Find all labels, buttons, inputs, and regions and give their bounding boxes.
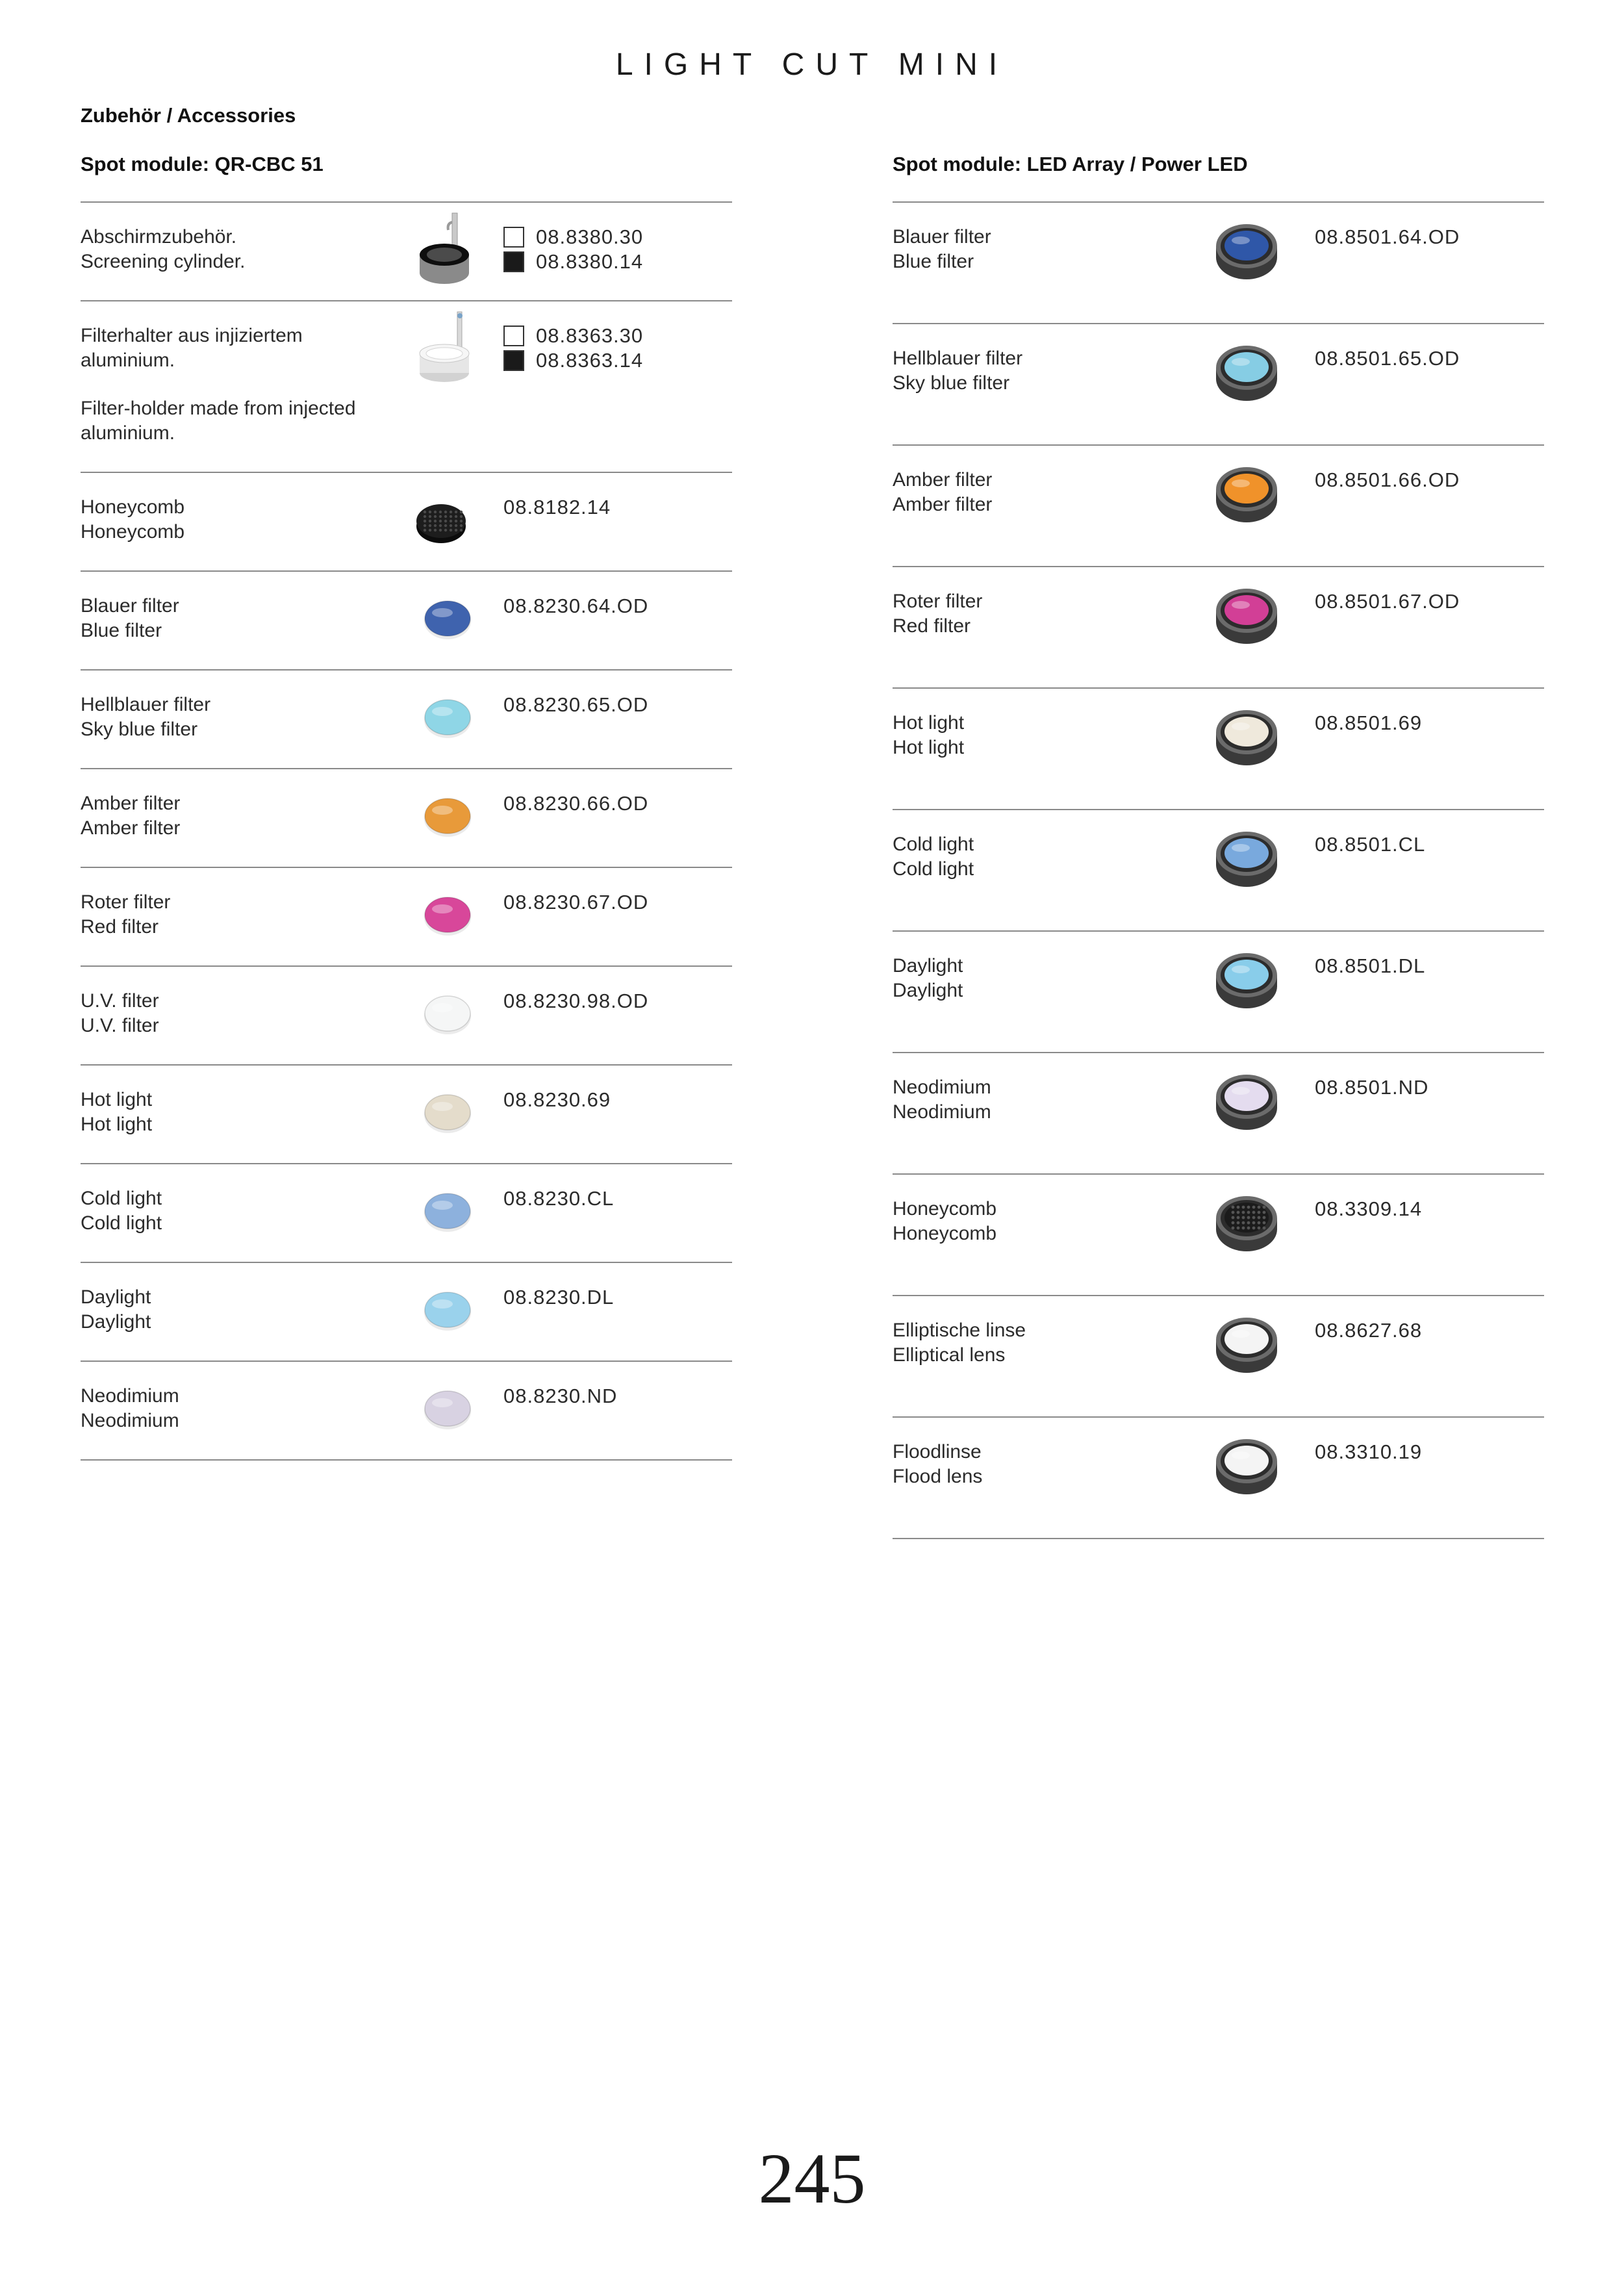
product-description: [81, 890, 418, 939]
description-line: Elliptical lens: [893, 1344, 1006, 1366]
filter-disc-icon: [412, 677, 483, 755]
description-line: Honeycomb: [893, 1223, 997, 1244]
product-description: [893, 954, 1230, 1003]
article-code-line: [503, 890, 648, 915]
article-number: 08.8501.66.OD: [1315, 468, 1460, 491]
product-image: [412, 973, 483, 1054]
page-title: LIGHT CUT MINI: [615, 47, 1009, 82]
left-column-heading: Spot module: QR-CBC 51: [81, 153, 324, 175]
product-image: [1211, 575, 1282, 656]
description-line: Filterhalter aus injiziertem: [81, 325, 303, 346]
filter-disc-icon: [412, 875, 483, 952]
product-description: [81, 1384, 418, 1433]
filter-disc: [1224, 474, 1269, 504]
filter-disc: [425, 1292, 470, 1327]
description-line: Honeycomb: [81, 521, 185, 543]
page-number: 245: [758, 2139, 866, 2218]
filter-disc: [1224, 960, 1269, 990]
description-line: Neodimium: [81, 1410, 179, 1431]
product-image: [412, 209, 483, 290]
filter-disc-icon: [412, 973, 483, 1051]
description-line: Cold light: [893, 834, 974, 855]
product-image: [1211, 1304, 1282, 1385]
section-subtitle: Zubehör / Accessories: [81, 104, 296, 127]
filter-disc: [1224, 1081, 1269, 1111]
description-line: Abschirmzubehör.: [81, 226, 237, 248]
description-line: Blue filter: [81, 620, 162, 641]
housed-filter-icon: [1211, 211, 1282, 288]
article-code-line: [503, 249, 643, 274]
description-line: Blauer filter: [81, 595, 179, 617]
article-code-line: [503, 225, 643, 249]
product-description: [893, 346, 1230, 396]
article-code-line: [1315, 711, 1422, 735]
description-line: Blue filter: [893, 251, 974, 272]
filter-disc-icon: [412, 1368, 483, 1446]
description-line: Hellblauer filter: [893, 348, 1023, 369]
article-codes: [503, 890, 648, 915]
article-codes: [503, 989, 648, 1014]
product-image: [412, 776, 483, 857]
left-product-table: [81, 201, 732, 1461]
product-image: [1211, 939, 1282, 1021]
article-number: 08.8363.30: [536, 324, 644, 347]
article-codes: [1315, 711, 1422, 735]
article-number: 08.8182.14: [503, 496, 611, 518]
description-line: Flood lens: [893, 1466, 983, 1487]
housed-filter-icon: [1211, 1061, 1282, 1139]
description-line: Floodlinse: [893, 1441, 982, 1463]
article-number: 08.8380.30: [536, 225, 644, 248]
housed-filter-icon: [1211, 939, 1282, 1017]
description-line: Red filter: [893, 615, 971, 637]
article-code-line: [1315, 1197, 1422, 1221]
filter-disc: [1224, 1446, 1269, 1476]
description-line: Daylight: [893, 980, 963, 1001]
product-image: [1211, 1425, 1282, 1507]
product-description: [81, 225, 418, 274]
product-image: [412, 479, 483, 561]
product-row: [81, 1362, 732, 1461]
article-code-line: [503, 348, 643, 373]
article-code-line: [503, 324, 643, 348]
filter-disc: [425, 798, 470, 834]
description-line: Filter-holder made from injected: [81, 398, 356, 419]
product-image: [1211, 454, 1282, 535]
filter-disc-icon: [412, 1171, 483, 1249]
product-row: [81, 301, 732, 473]
article-number: 08.8501.CL: [1315, 833, 1426, 856]
housed-lens-icon: [1211, 1425, 1282, 1503]
filter-disc: [1224, 838, 1269, 868]
description-line: Hot light: [893, 737, 965, 758]
filter-disc: [425, 897, 470, 932]
article-codes: [1315, 225, 1460, 249]
description-line: Neodimium: [81, 1385, 179, 1407]
article-code-line: [503, 1186, 614, 1211]
product-row: [81, 769, 732, 868]
product-image: [412, 1270, 483, 1351]
filter-disc: [1224, 352, 1269, 382]
article-code-line: [503, 1088, 611, 1112]
article-codes: [503, 693, 648, 717]
product-row: [893, 689, 1544, 810]
right-column-heading: Spot module: LED Array / Power LED: [893, 153, 1248, 175]
product-row: [81, 671, 732, 769]
product-image: [1211, 696, 1282, 778]
article-codes: [503, 1088, 611, 1112]
product-description: [893, 225, 1230, 274]
article-codes: [1315, 1440, 1422, 1464]
article-code-line: [503, 495, 611, 520]
product-image: [1211, 818, 1282, 899]
product-description: [81, 1088, 418, 1137]
description-line: Hot light: [81, 1089, 153, 1110]
filter-disc: [1224, 1203, 1269, 1233]
article-code-line: [503, 791, 648, 816]
filter-disc: [1224, 595, 1269, 625]
filter-disc: [425, 1194, 470, 1229]
product-row: [81, 868, 732, 967]
product-description: [893, 589, 1230, 639]
black-color-swatch: [503, 350, 524, 371]
description-line: Cold light: [893, 858, 974, 880]
product-row: [893, 567, 1544, 689]
description-line: Honeycomb: [893, 1198, 997, 1220]
honeycomb-icon: [412, 479, 483, 557]
filter-disc-icon: [412, 1072, 483, 1150]
article-number: 08.8501.65.OD: [1315, 347, 1460, 370]
filter-disc: [1224, 231, 1269, 261]
description-line: Roter filter: [893, 591, 983, 612]
article-number: 08.3309.14: [1315, 1197, 1423, 1220]
article-number: 08.8230.CL: [503, 1187, 615, 1210]
article-number: 08.8501.69: [1315, 711, 1423, 734]
product-row: [893, 446, 1544, 567]
product-image: [1211, 332, 1282, 413]
description-line: Amber filter: [81, 817, 181, 839]
filter-disc: [1224, 1324, 1269, 1354]
product-row: [893, 203, 1544, 324]
product-image: [412, 1368, 483, 1450]
description-line: Amber filter: [81, 793, 181, 814]
product-row: [81, 473, 732, 572]
article-number: 08.8230.66.OD: [503, 792, 649, 815]
article-number: 08.8380.14: [536, 250, 644, 273]
description-line: aluminium.: [81, 350, 175, 371]
product-image: [412, 578, 483, 659]
description-line: Elliptische linse: [893, 1320, 1026, 1341]
right-product-table: [893, 201, 1544, 1539]
description-line: Screening cylinder.: [81, 251, 246, 272]
filter-disc: [425, 996, 470, 1031]
filter-disc: [1224, 717, 1269, 747]
article-number: 08.8230.65.OD: [503, 693, 649, 716]
description-line: Hot light: [893, 712, 965, 734]
description-line: Amber filter: [893, 469, 993, 491]
description-line: Amber filter: [893, 494, 993, 515]
article-codes: [1315, 1318, 1422, 1343]
product-row: [893, 932, 1544, 1053]
article-code-line: [1315, 1075, 1428, 1100]
article-codes: [503, 324, 643, 373]
description-line: Neodimium: [893, 1101, 991, 1123]
product-row: [81, 203, 732, 301]
product-description: [81, 1285, 418, 1335]
housed-filter-icon: [1211, 454, 1282, 531]
white-color-swatch: [503, 227, 524, 248]
article-code-line: [1315, 346, 1460, 371]
product-row: [893, 1418, 1544, 1539]
product-description: [893, 1440, 1230, 1489]
filter-disc: [425, 1095, 470, 1130]
paragraph-gap: [81, 373, 418, 396]
article-codes: [1315, 1197, 1422, 1221]
article-number: 08.8230.DL: [503, 1286, 615, 1309]
product-image: [1211, 1061, 1282, 1142]
housed-honeycomb-icon: [1211, 1182, 1282, 1260]
product-row: [893, 810, 1544, 932]
article-number: 08.8627.68: [1315, 1319, 1423, 1342]
article-codes: [503, 1285, 614, 1310]
product-description: [893, 1197, 1230, 1246]
description-line: Sky blue filter: [81, 719, 198, 740]
article-codes: [1315, 589, 1460, 614]
description-line: Cold light: [81, 1188, 162, 1209]
filter-disc: [425, 700, 470, 735]
product-description: [81, 1186, 418, 1236]
description-line: Honeycomb: [81, 496, 185, 518]
product-description: [81, 594, 418, 643]
product-row: [81, 967, 732, 1066]
article-number: 08.8363.14: [536, 349, 644, 372]
description-line: Blauer filter: [893, 226, 991, 248]
product-description: [81, 495, 418, 544]
housed-filter-icon: [1211, 818, 1282, 896]
housed-lens-icon: [1211, 1304, 1282, 1382]
product-row: [81, 572, 732, 671]
article-code-line: [1315, 225, 1460, 249]
filter-disc-icon: [412, 578, 483, 656]
article-code-line: [503, 594, 648, 619]
article-codes: [503, 495, 611, 520]
product-image: [412, 1072, 483, 1153]
description-line: Daylight: [893, 955, 963, 977]
article-code-line: [1315, 832, 1425, 857]
product-description: [893, 832, 1230, 882]
description-line: Red filter: [81, 916, 159, 938]
article-codes: [503, 1186, 614, 1211]
article-number: 08.8230.98.OD: [503, 990, 649, 1012]
article-codes: [1315, 954, 1425, 978]
product-row: [81, 1066, 732, 1164]
filter-disc-icon: [412, 776, 483, 854]
article-number: 08.8501.67.OD: [1315, 590, 1460, 613]
article-number: 08.8501.64.OD: [1315, 225, 1460, 248]
white-color-swatch: [503, 326, 524, 346]
description-line: U.V. filter: [81, 990, 159, 1012]
filter-holder-icon: [412, 308, 483, 386]
article-code-line: [503, 1285, 614, 1310]
product-description: [893, 1075, 1230, 1125]
product-image: [1211, 1182, 1282, 1264]
filter-disc: [425, 1391, 470, 1426]
description-line: Hot light: [81, 1114, 153, 1135]
product-row: [81, 1263, 732, 1362]
article-codes: [1315, 468, 1460, 492]
description-line: aluminium.: [81, 422, 175, 444]
product-image: [412, 875, 483, 956]
article-codes: [503, 594, 648, 619]
article-number: 08.8230.64.OD: [503, 594, 649, 617]
article-codes: [1315, 832, 1425, 857]
filter-disc: [425, 601, 470, 636]
product-image: [1211, 211, 1282, 292]
black-color-swatch: [503, 251, 524, 272]
product-row: [893, 1175, 1544, 1296]
description-line: U.V. filter: [81, 1015, 159, 1036]
article-code-line: [1315, 1318, 1422, 1343]
article-codes: [503, 225, 643, 274]
article-number: 08.8230.67.OD: [503, 891, 649, 913]
article-code-line: [1315, 1440, 1422, 1464]
product-description: [81, 693, 418, 742]
article-code-line: [1315, 468, 1460, 492]
description-line: Sky blue filter: [893, 372, 1010, 394]
article-codes: [1315, 1075, 1428, 1100]
product-image: [412, 308, 483, 389]
description-line: Hellblauer filter: [81, 694, 211, 715]
product-row: [893, 1296, 1544, 1418]
housed-filter-icon: [1211, 332, 1282, 410]
article-number: 08.8230.ND: [503, 1385, 618, 1407]
article-code-line: [1315, 589, 1460, 614]
product-description: [81, 791, 418, 841]
description-line: Daylight: [81, 1311, 151, 1333]
article-number: 08.8501.DL: [1315, 954, 1426, 977]
product-description: [81, 989, 418, 1038]
product-description: [81, 324, 418, 446]
article-codes: [503, 791, 648, 816]
product-row: [893, 324, 1544, 446]
description-line: Cold light: [81, 1212, 162, 1234]
product-description: [893, 468, 1230, 517]
product-row: [893, 1053, 1544, 1175]
article-codes: [1315, 346, 1460, 371]
description-line: Roter filter: [81, 891, 171, 913]
housed-filter-icon: [1211, 696, 1282, 774]
article-code-line: [503, 693, 648, 717]
article-number: 08.3310.19: [1315, 1440, 1423, 1463]
article-number: 08.8501.ND: [1315, 1076, 1429, 1099]
article-code-line: [503, 989, 648, 1014]
description-line: Neodimium: [893, 1077, 991, 1098]
article-number: 08.8230.69: [503, 1088, 611, 1111]
article-code-line: [503, 1384, 617, 1409]
article-code-line: [1315, 954, 1425, 978]
description-line: Daylight: [81, 1286, 151, 1308]
product-description: [893, 1318, 1230, 1368]
product-row: [81, 1164, 732, 1263]
filter-disc-icon: [412, 1270, 483, 1348]
article-codes: [503, 1384, 617, 1409]
product-image: [412, 677, 483, 758]
screening-cylinder-icon: [412, 209, 483, 287]
product-image: [412, 1171, 483, 1252]
product-description: [893, 711, 1230, 760]
housed-filter-icon: [1211, 575, 1282, 653]
